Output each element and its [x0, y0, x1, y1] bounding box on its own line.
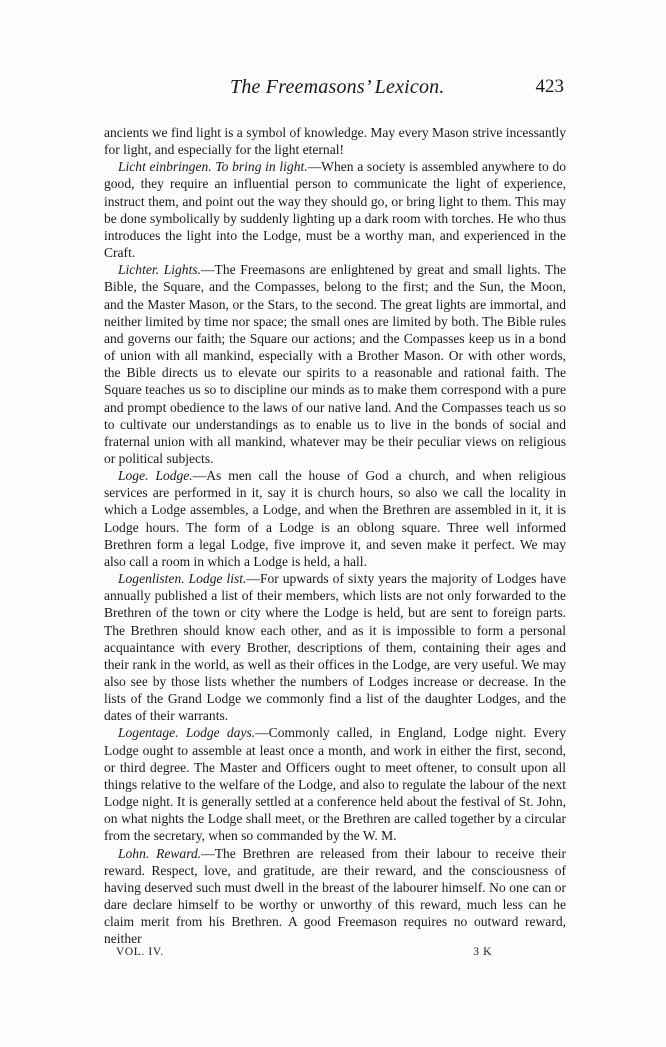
entry-term: Licht einbringen.: [118, 159, 212, 175]
entry-text: —For upwards of sixty years the majority of Lodges have annually published a list of their members, which lists are not only forwarded to the Brethren of the town or city where the Lodge is held, but are sent to foreign parts. The Brethren should know each other, and as it is impossible to form a personal acquaintance with every Brother, descriptions of them, containing their ages and their rank in the world, as well as their offices in the Lodge, are very useful. We may also see by those lists whether the numbers of Lodges increase or decrease. In the lists of the Grand Lodge we commonly find a list of the daughter Lodges, and the dates of their warrants.: [104, 571, 566, 724]
entry-translation: Lodge days.: [185, 725, 256, 741]
volume-label: VOL. IV.: [116, 946, 164, 958]
entry-logenlisten: [104, 570, 566, 724]
entry-translation: Reward.: [156, 845, 202, 861]
entry-translation: Lodge.: [155, 468, 193, 484]
signature-mark: 3 K: [473, 946, 492, 958]
entry-term: Lohn.: [118, 845, 150, 861]
body-text: [104, 124, 566, 948]
entry-term: Logenlisten.: [118, 571, 185, 587]
entry-text: —Commonly called, in England, Lodge night. Every Lodge ought to assemble at least once a month, and work in either the first, second, or third degree. The Master and Officers ought to meet oftener, to consult upon all things relative to the welfare of the Lodge, and also to regulate the labour of the next Lodge night. It is generally settled at a conference held about the festival of St. John, on what nights the Lodge shall meet, or the Brethren are called together by a circular from the secretary, when so commanded by the W. M.: [104, 725, 566, 844]
entry-loge: [104, 467, 566, 570]
page-number: 423: [535, 76, 564, 97]
entry-logentage: [104, 724, 566, 844]
entry-text: —As men call the house of God a church, and when religious services are performed in it, say it is church hours, so also we call the locality in which a Lodge assembles, a Lodge, and when the Brethren are assembled in it, it is Lodge hours. The form of a Lodge is an oblong square. Three well informed Brethren form a legal Lodge, five improve it, and seven make it perfect. We may also call a room in which a Lodge is held, a hall.: [104, 468, 566, 569]
entry-text: —When a society is assembled anywhere to do good, they require an influential person to communicate the light of experience, instruct them, and point out the way they should go, or bring light to them. This may be done symbolically by suddenly lighting up a dark room with torches. He who thus introduces the light into the Lodge, must be a worthy man, and experienced in the Craft.: [104, 159, 566, 261]
entry-term: Loge.: [118, 468, 149, 484]
page-header: [104, 76, 564, 100]
entry-lohn: [104, 845, 566, 948]
entry-text: —The Brethren are released from their labour to receive their reward. Respect, love, and gratitude, are their reward, and the consciousness of having deserved such must dwell in the breast of the labourer himself. No one can or dare declare himself to be worthy or unworthy of this reward, much less can he claim merit from his Brethren. A good Freemason requires no outward reward, neither: [104, 845, 566, 947]
running-title: The Freemasons’ Lexicon.: [230, 76, 445, 98]
entry-lichter: [104, 261, 566, 467]
paragraph-text: ancients we find light is a symbol of knowledge. May every Mason strive incessantly for light, and especially for the light eternal!: [104, 125, 567, 158]
entry-licht-einbringen: [104, 158, 566, 261]
entry-term: Logentage.: [118, 725, 179, 741]
entry-text: —The Freemasons are enlightened by great and small lights. The Bible, the Square, and the Compasses, belong to the first; and the Sun, the Moon, and the Master Mason, or the Stars, to the second. The great lights are immortal, and neither limited by time nor space; the small ones are limited by both. The Bible rules and governs our faith; the Square our actions; and the Compasses keep us in a bond of union with all mankind, especially with a Brother Mason. Or with other words, the Bible directs us to elevate our spirits to a reasonable and rational faith. The Square teaches us so to discipline our minds as to make them correspond with a pure and prompt obedience to the laws of our native land. And the Compasses teach us so to cultivate our understandings as to enable us to live in the bonds of social and fraternal union with all mankind, whatever may be their peculiar views on religious or political subjects.: [104, 262, 566, 466]
entry-translation: Lodge list.: [188, 571, 247, 587]
paragraph-continued: [104, 124, 566, 158]
page-footer: [116, 946, 492, 962]
entry-term: Lichter.: [118, 262, 160, 278]
entry-translation: Lights.: [163, 262, 201, 278]
entry-translation: To bring in light.: [215, 159, 308, 175]
